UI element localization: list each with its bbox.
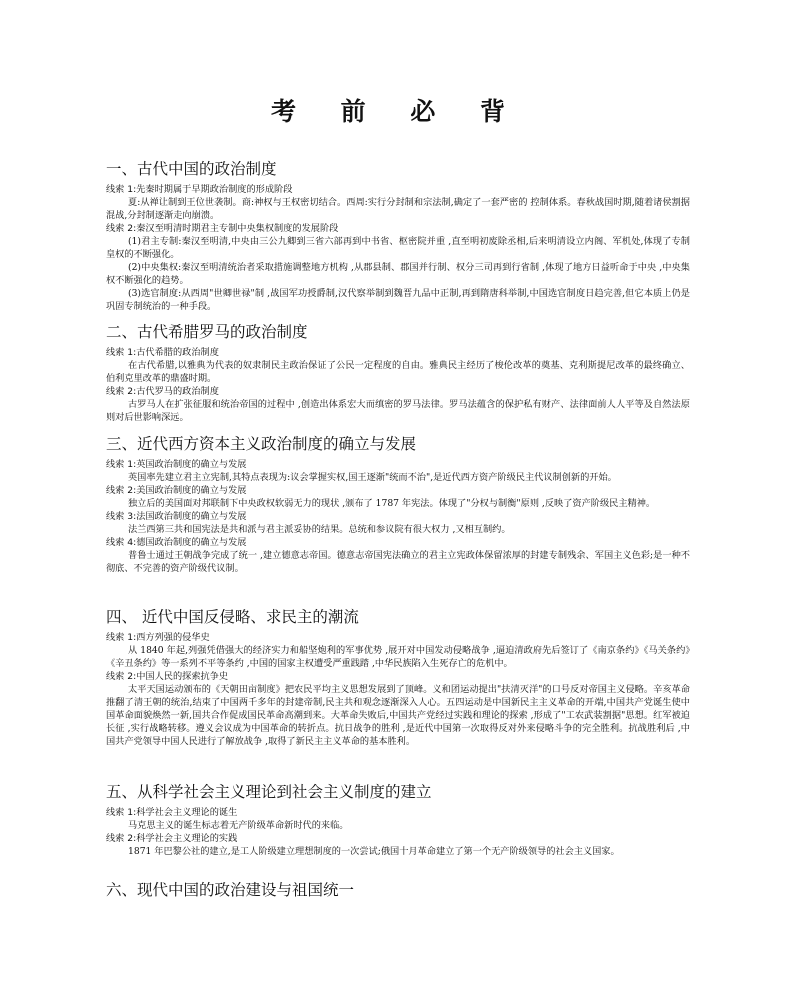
- section-heading: 二、古代希腊罗马的政治制度: [106, 323, 308, 341]
- paragraph: 马克思主义的诞生标志着无产阶级革命新时代的来临。: [128, 820, 349, 831]
- section-heading: 四、 近代中国反侵略、求民主的潮流: [106, 608, 359, 626]
- paragraph: (2)中央集权:秦汉至明清统治者采取措施调整地方机构 ,从郡县制、郡国并行制、权分三司再到行省制 ,体现了地方日益听命于中央 ,中央集权不断强化的趋势。: [106, 262, 690, 286]
- section-heading: 五、从科学社会主义理论到社会主义制度的建立: [106, 783, 432, 801]
- section-4: [0, 605, 794, 748]
- paragraph: 普鲁士通过王朝战争完成了统一 ,建立德意志帝国。德意志帝国宪法确立的君主立宪政体保留浓厚的封建专制残余、军国主义色彩;是一种不彻底、不完善的资产阶级代议制。: [106, 550, 690, 574]
- section-heading: 六、现代中国的政治建设与祖国统一: [106, 881, 355, 899]
- clue-line: 线索 2:古代罗马的政治制度: [106, 386, 219, 397]
- paragraph: (3)选官制度:从西周"世卿世禄"制 ,战国军功授爵制,汉代察举制到魏晋九品中正制,再到隋唐科举制,中国选官制度日趋完善,但它本质上仍是巩固专制统治的一种手段。: [106, 288, 690, 312]
- paragraph: 在古代希腊,以雅典为代表的奴隶制民主政治保证了公民一定程度的自由。雅典民主经历了梭伦改革的奠基、克利斯提尼改革的最终确立、伯利克里改革的鼎盛时期。: [106, 360, 690, 384]
- clue-line: 线索 1:先秦时期属于早期政治制度的形成阶段: [106, 184, 293, 195]
- paragraph: (1)君主专制:秦汉至明清,中央由三公九卿到三省六部再到中书省、枢密院并重 ,直至明初废除丞相,后来明清设立内阁、军机处,体现了专制皇权的不断强化。: [106, 236, 690, 260]
- clue-line: 线索 1:英国政治制度的确立与发展: [106, 459, 247, 470]
- paragraph: 1871 年巴黎公社的建立,是工人阶级建立理想制度的一次尝试;俄国十月革命建立了第一个无产阶级领导的社会主义国家。: [128, 846, 620, 857]
- paragraph: 古罗马人在扩张征服和统治帝国的过程中 ,创造出体系宏大而缜密的罗马法律。罗马法蕴含的保护私有财产、法律面前人人平等及自然法原则对后世影响深远。: [106, 399, 690, 423]
- clue-line: 线索 2:秦汉至明清时期君主专制中央集权制度的发展阶段: [106, 223, 339, 234]
- clue-line: 线索 2:中国人民的探索抗争史: [106, 671, 229, 682]
- clue-line: 线索 1:科学社会主义理论的诞生: [106, 807, 238, 818]
- paragraph: 太平天国运动颁布的《天朝田亩制度》把农民平均主义思想发展到了顶峰。义和团运动提出"扶清灭洋"的口号反对帝国主义侵略。辛亥革命推翻了清王朝的统治,结束了中国两千多年的封建帝制,民主共和观念逐渐深入人心。五四运动是中国新民主主义革命的开端,中国共产党诞生使中国革命面貌焕然一新,国共合作促成国民革命高潮到来。大革命失败后,中国共产党经过实践和理论的探索 ,形成了"工农武装割据"思想。红军被迫长征 ,实行战略转移。遵义会议成为中国革命的转折点。抗日战争的胜利 ,是近代中国第一次取得反对外来侵略斗争的完全胜利。抗战胜利后 ,中国共产党领导中国人民进行了解放战争 ,取得了新民主主义革命的基本胜利。: [106, 684, 690, 747]
- section-3: [0, 432, 794, 575]
- clue-line: 线索 3:法国政治制度的确立与发展: [106, 511, 247, 522]
- section-heading: 三、近代西方资本主义政治制度的确立与发展: [106, 435, 417, 453]
- section-5: [0, 780, 794, 858]
- clue-line: 线索 4:德国政治制度的确立与发展: [106, 537, 247, 548]
- paragraph: 法兰西第三共和国宪法是共和派与君主派妥协的结果。总统和参议院有很大权力 ,又相互制约。: [128, 524, 511, 535]
- paragraph: 英国率先建立君主立宪制,其特点表现为:议会掌握实权,国王逐渐"统而不治",是近代西方资产阶级民主代议制创新的开始。: [128, 472, 617, 483]
- paragraph: 独立后的美国面对邦联制下中央政权软弱无力的现状 ,颁布了 1787 年宪法。体现了"分权与制衡"原则 ,反映了资产阶级民主精神。: [128, 498, 656, 509]
- clue-line: 线索 2:美国政治制度的确立与发展: [106, 485, 247, 496]
- section-6: [0, 878, 794, 904]
- clue-line: 线索 2:科学社会主义理论的实践: [106, 833, 238, 844]
- page-title: 考 前 必 背: [270, 97, 524, 126]
- paragraph: 从 1840 年起,列强凭借强大的经济实力和船坚炮利的军事优势 ,展开对中国发动侵略战争 ,逼迫清政府先后签订了《南京条约》《马关条约》《辛丑条约》等一系列不平等条约 ,中国的国家主权遭受严重践踏 ,中华民族陷入生死存亡的危机中。: [106, 645, 690, 669]
- section-1: [0, 157, 794, 313]
- section-heading: 一、古代中国的政治制度: [106, 160, 277, 178]
- section-2: [0, 320, 794, 424]
- clue-line: 线索 1:古代希腊的政治制度: [106, 347, 219, 358]
- clue-line: 线索 1:西方列强的侵华史: [106, 632, 210, 643]
- paragraph: 夏:从禅让制到王位世袭制。商:神权与王权密切结合。西周:实行分封制和宗法制,确定了一套严密的 控制体系。春秋战国时期,随着诸侯割据混战,分封制逐渐走向崩溃。: [106, 197, 690, 221]
